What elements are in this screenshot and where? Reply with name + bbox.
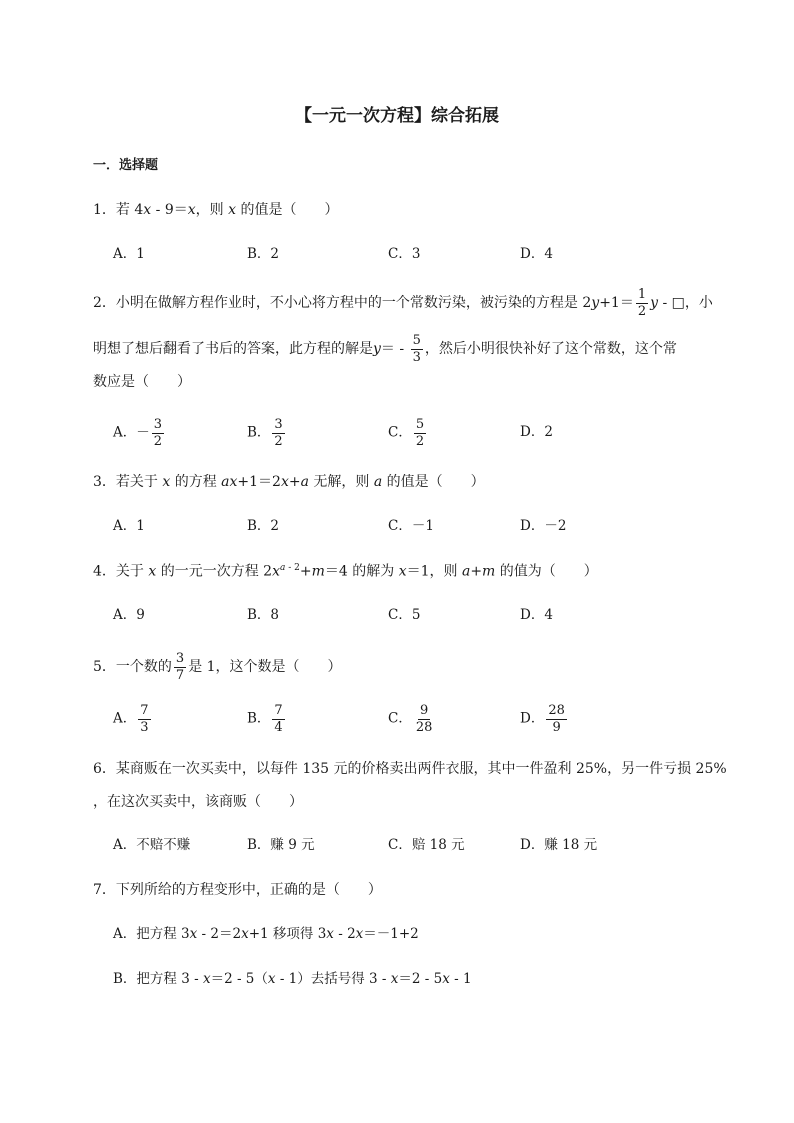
numerator: 3	[175, 651, 185, 666]
exponent	[280, 563, 300, 573]
text: +	[288, 474, 301, 490]
denominator: 2	[637, 303, 647, 319]
q6-option-a[interactable]: A．不赔不赚	[113, 837, 191, 853]
var: x	[355, 926, 364, 942]
q6-option-b[interactable]: B．赚 9 元	[247, 837, 315, 853]
var: x	[398, 563, 407, 580]
text: 的值是（ ）	[382, 474, 485, 490]
q1-option-a[interactable]: A．1	[113, 246, 145, 262]
text: ＝－1+2	[363, 926, 419, 942]
text: 是 1，这个数是（ ）	[188, 659, 342, 676]
var: x	[326, 926, 334, 942]
q5-option-d[interactable]	[520, 704, 569, 734]
text: A．把方程 3	[113, 926, 190, 942]
var: y	[650, 295, 659, 312]
question-2-line-1	[93, 288, 713, 318]
var: x	[187, 202, 196, 218]
numerator: 3	[274, 417, 283, 432]
text: B．把方程 3 -	[113, 971, 203, 987]
var: x	[162, 474, 171, 490]
var: x	[280, 474, 289, 490]
denominator: 7	[175, 667, 185, 683]
text: 无解，则	[308, 474, 374, 490]
denominator: 9	[552, 719, 561, 735]
var: m	[311, 563, 325, 580]
q4-option-c[interactable]: C．5	[388, 607, 421, 623]
var: x	[272, 563, 280, 580]
text: - 2＝2	[197, 926, 242, 942]
denominator: 3	[412, 349, 421, 365]
question-7-stem: 7．下列所给的方程变形中，正确的是（ ）	[93, 882, 382, 898]
fraction	[174, 652, 186, 682]
var: a	[300, 474, 309, 490]
fraction	[414, 418, 426, 448]
var: x	[267, 971, 276, 987]
q4-option-d[interactable]: D．4	[520, 607, 553, 623]
text: 明想了想后翻看了书后的答案，此方程的解是	[93, 341, 373, 358]
denominator: 2	[153, 433, 163, 449]
var: y	[591, 295, 600, 312]
denominator: 3	[140, 719, 149, 735]
q3-option-d[interactable]: D．－2	[520, 518, 567, 534]
text: 的值为（ ）	[495, 563, 598, 580]
q5-option-c[interactable]	[388, 704, 436, 734]
text: ＝4 的解为	[324, 563, 399, 580]
var: m	[482, 563, 496, 580]
numerator: 1	[637, 287, 647, 302]
text: 的值是（ ）	[236, 202, 339, 218]
text: - □，小	[658, 295, 713, 312]
text: 的一元一次方程 2	[156, 563, 273, 580]
question-6-line-1: 6．某商贩在一次买卖中，以每件 135 元的价格卖出两件衣服，其中一件盈利 25%，另一件亏损 25%	[93, 761, 727, 777]
text: 2．小明在做解方程作业时，不小心将方程中的一个常数污染，被污染的方程是 2	[93, 295, 592, 312]
numerator: 9	[419, 703, 429, 718]
fraction	[272, 704, 284, 734]
fraction	[272, 418, 284, 448]
text: ＝2 - 5	[398, 971, 443, 987]
q7-option-a[interactable]	[113, 928, 419, 942]
denominator: 2	[415, 433, 425, 449]
var: x	[241, 926, 249, 942]
question-5-stem	[93, 652, 342, 682]
numerator: 7	[140, 703, 149, 718]
question-1-stem	[93, 203, 338, 217]
text: ＝ -	[380, 341, 409, 358]
q6-option-d[interactable]: D．赚 18 元	[520, 837, 598, 853]
option-label: A．	[113, 710, 137, 727]
var: x	[148, 563, 157, 580]
option-label: D．	[520, 710, 545, 727]
text: - 9＝	[151, 202, 188, 218]
option-label: C．	[388, 424, 412, 441]
text: ，则	[195, 202, 229, 218]
numerator: 3	[153, 417, 163, 432]
text: ＝2 - 5（	[210, 971, 268, 987]
text: 的方程	[170, 474, 222, 490]
var: x	[228, 202, 236, 218]
q1-option-d[interactable]: D．4	[520, 246, 553, 262]
question-6-line-2: ，在这次买卖中，该商贩（ ）	[93, 794, 303, 810]
q3-option-a[interactable]: A．1	[113, 518, 145, 534]
q2-option-a[interactable]	[113, 418, 166, 448]
var: x	[442, 971, 450, 987]
fraction	[414, 704, 435, 734]
section-heading: 一．选择题	[93, 158, 159, 173]
document-title: 【一元一次方程】综合拓展	[295, 106, 499, 126]
sign: －	[136, 424, 150, 441]
fraction	[636, 288, 648, 318]
text: +	[299, 563, 312, 580]
numerator: 28	[548, 703, 565, 718]
fraction	[138, 704, 150, 734]
q5-option-a[interactable]	[113, 704, 153, 734]
question-2-line-3: 数应是（ ）	[93, 374, 191, 390]
denominator: 28	[415, 719, 433, 735]
text: 3．若关于	[93, 474, 163, 490]
q3-option-c[interactable]: C．－1	[388, 518, 434, 534]
q3-option-b[interactable]: B．2	[247, 518, 280, 534]
q6-option-c[interactable]: C．赔 18 元	[388, 837, 465, 853]
numerator: 7	[274, 703, 283, 718]
question-3-stem	[93, 475, 485, 489]
text: ，然后小明很快补好了这个常数，这个常	[424, 341, 677, 358]
text: - 2	[333, 926, 356, 942]
option-label: B．	[247, 424, 271, 441]
q7-option-b[interactable]	[113, 973, 472, 987]
numerator: 5	[415, 417, 425, 432]
var: x	[390, 971, 399, 987]
denominator: 2	[274, 433, 283, 449]
question-number: 1．	[93, 202, 116, 218]
option-label: B．	[247, 710, 271, 727]
option-label: A．	[113, 424, 137, 441]
text: ＝1，则	[406, 563, 462, 580]
var: x	[189, 926, 198, 942]
text: +1＝	[599, 295, 634, 312]
q5-option-b[interactable]	[247, 704, 287, 734]
fraction	[546, 704, 567, 734]
text: +1 移项得 3	[248, 926, 327, 942]
var: x	[202, 971, 211, 987]
denominator: 4	[274, 719, 283, 735]
text: - 2	[285, 563, 300, 573]
q1-option-c[interactable]: C．3	[388, 246, 421, 262]
q2-option-b[interactable]	[247, 418, 287, 448]
text: 若 4	[115, 202, 144, 218]
fraction	[411, 334, 423, 364]
var: ax	[221, 474, 238, 490]
q2-option-c[interactable]	[388, 418, 428, 448]
q1-option-b[interactable]: B．2	[247, 246, 280, 262]
var: x	[143, 202, 152, 218]
text: +	[470, 563, 483, 580]
question-4-stem	[93, 564, 598, 579]
var: a	[373, 474, 383, 490]
q2-option-d[interactable]: D．2	[520, 424, 553, 440]
numerator: 5	[412, 333, 421, 348]
text: 5．一个数的	[93, 659, 172, 676]
fraction	[152, 418, 164, 448]
text: - 1	[449, 971, 472, 987]
var: y	[373, 341, 381, 358]
text: +1＝2	[237, 474, 281, 490]
text: 4．关于	[93, 563, 149, 580]
text: - 1）去括号得 3 -	[275, 971, 391, 987]
q4-option-b[interactable]: B．8	[247, 607, 280, 623]
var: a	[279, 563, 286, 573]
q4-option-a[interactable]: A．9	[113, 607, 145, 623]
option-label: C．	[388, 710, 412, 727]
question-2-line-2	[93, 334, 677, 364]
var: a	[461, 563, 471, 580]
